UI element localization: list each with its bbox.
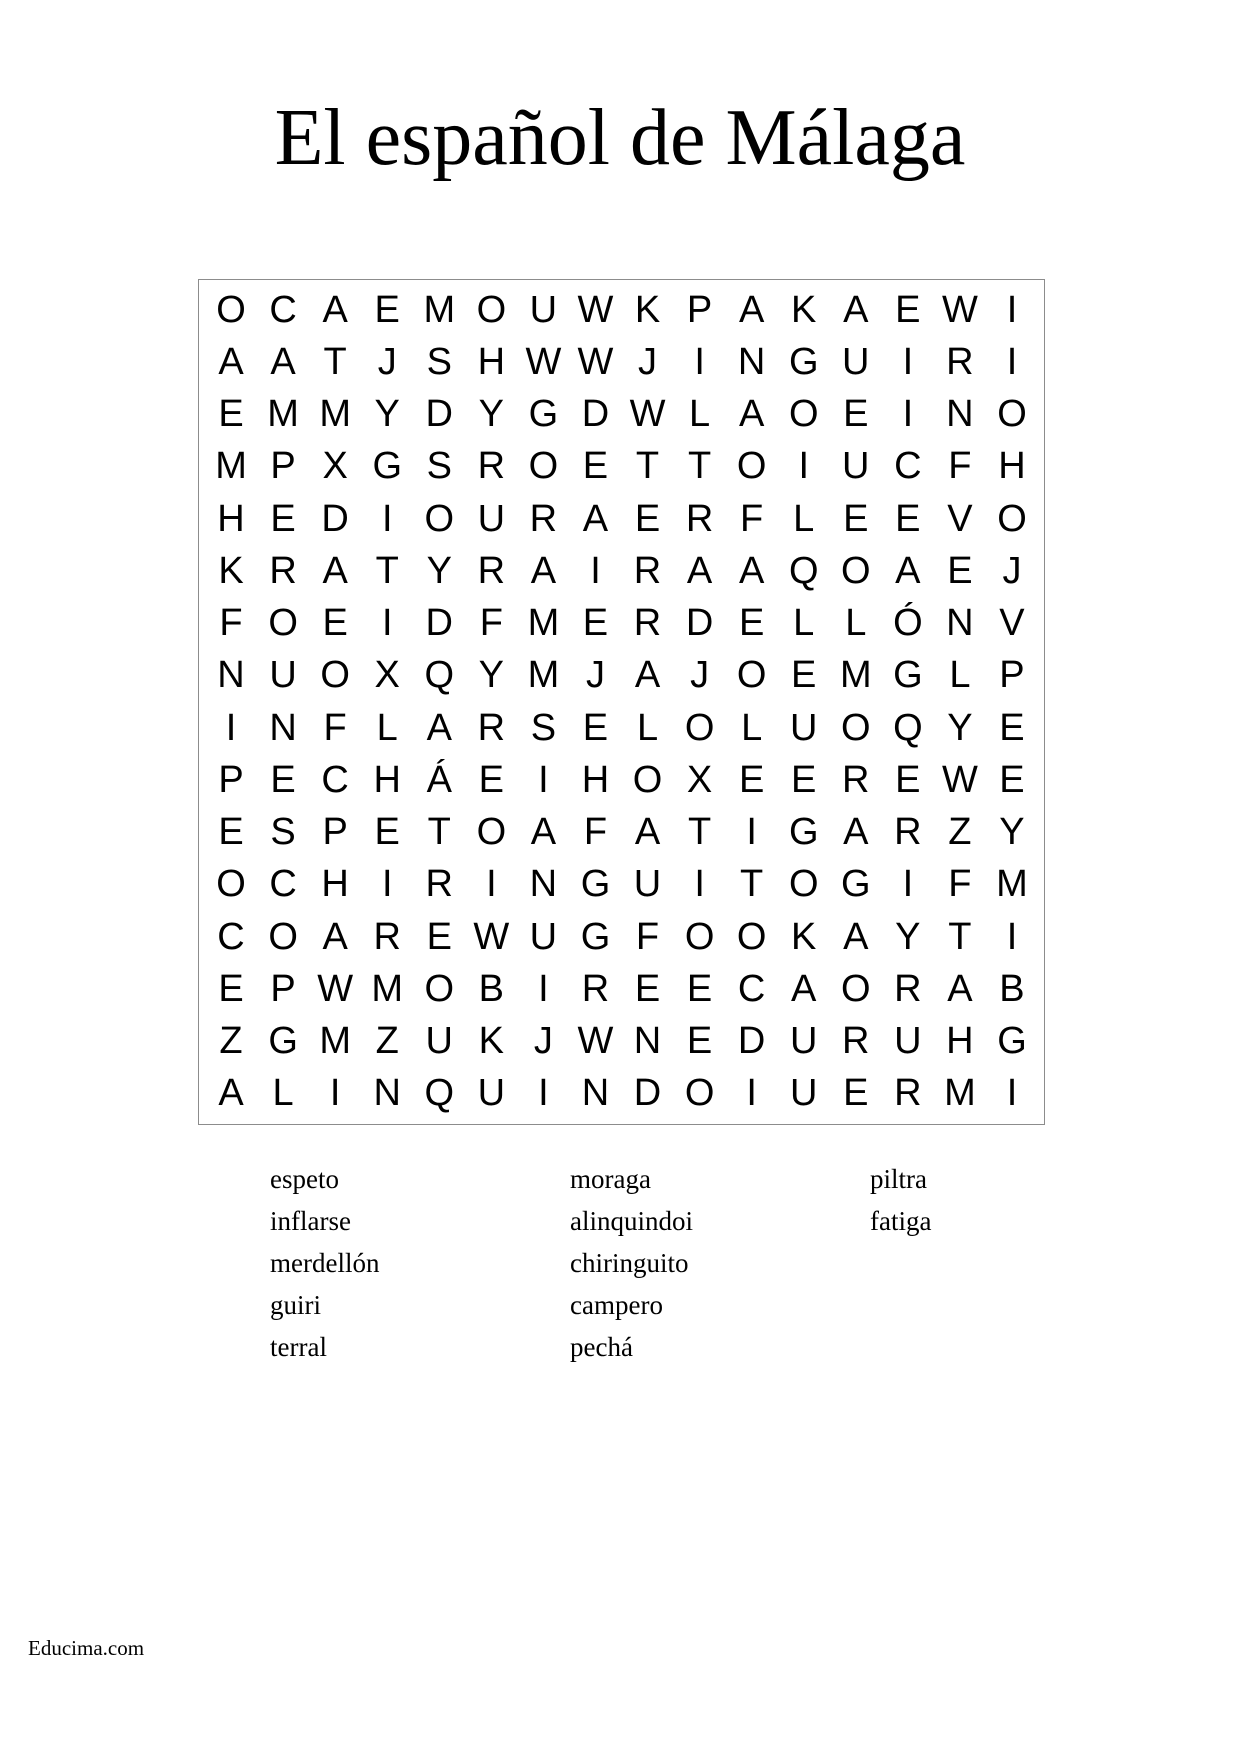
grid-letter: B <box>999 967 1025 1010</box>
grid-letter: Y <box>374 393 400 436</box>
grid-letter: E <box>791 654 817 697</box>
grid-letter: T <box>323 340 347 383</box>
grid-letter: Y <box>895 915 921 958</box>
grid-letter: P <box>218 758 244 801</box>
grid-letter: Á <box>426 758 452 801</box>
grid-letter: A <box>322 288 348 331</box>
grid-letter: E <box>947 549 973 592</box>
grid-letter: A <box>530 549 557 592</box>
grid-letter: W <box>629 393 666 436</box>
grid-letter: R <box>894 811 922 854</box>
grid-letter: C <box>269 863 297 906</box>
grid-letter: D <box>737 1020 766 1063</box>
grid-letter: I <box>225 706 237 749</box>
grid-letter: A <box>322 549 348 592</box>
grid-letter: O <box>476 811 507 854</box>
grid-letter: U <box>477 1072 506 1115</box>
grid-letter: H <box>217 497 245 540</box>
grid-letter: A <box>270 340 296 383</box>
grid-letter: R <box>373 915 401 958</box>
grid-letter: E <box>843 497 869 540</box>
grid-letter: O <box>216 863 246 906</box>
grid-letter: N <box>633 1020 662 1063</box>
grid-letter: Y <box>999 811 1025 854</box>
word-list <box>270 1158 1020 1368</box>
grid-letter: E <box>478 758 505 801</box>
grid-letter: K <box>478 1020 505 1063</box>
grid-letter: C <box>737 967 766 1010</box>
grid-letter: M <box>319 1020 351 1063</box>
grid-letter: O <box>997 393 1027 436</box>
word-list-item: fatiga <box>870 1206 932 1236</box>
grid-letter: E <box>374 811 400 854</box>
grid-letter: R <box>842 1020 870 1063</box>
grid-letter: W <box>525 340 562 383</box>
word-list-item: terral <box>270 1332 327 1362</box>
grid-letter: R <box>477 445 506 488</box>
grid-letter: K <box>791 288 817 331</box>
grid-letter: P <box>270 445 296 488</box>
grid-letter: J <box>690 654 710 697</box>
grid-letter: I <box>1006 1072 1018 1115</box>
grid-letter: U <box>842 445 870 488</box>
grid-letter: O <box>841 706 871 749</box>
grid-letter: A <box>634 811 661 854</box>
grid-letter: A <box>686 549 713 592</box>
grid-letter: I <box>1006 288 1018 331</box>
grid-letter: Y <box>478 654 505 697</box>
grid-letter: Q <box>424 654 455 697</box>
grid-letter: S <box>270 811 296 854</box>
grid-letter: O <box>841 967 871 1010</box>
grid-letter: S <box>530 706 557 749</box>
grid-letter: O <box>528 445 559 488</box>
grid-letter: H <box>998 445 1026 488</box>
grid-letter: C <box>894 445 922 488</box>
grid-letter: E <box>218 967 244 1010</box>
grid-letter: U <box>789 1020 818 1063</box>
grid-letter: I <box>694 863 705 906</box>
grid-letter: E <box>738 758 765 801</box>
grid-letter: M <box>267 393 299 436</box>
grid-letter: A <box>738 288 765 331</box>
grid-letter: I <box>381 863 393 906</box>
grid-letter: Q <box>788 549 819 592</box>
grid-letter: I <box>381 497 393 540</box>
grid-letter: E <box>686 967 713 1010</box>
grid-letter: A <box>843 288 869 331</box>
grid-letter: O <box>684 1072 715 1115</box>
word-list-item: merdellón <box>270 1248 380 1278</box>
grid-letter: P <box>322 811 348 854</box>
word-list-item: piltra <box>870 1164 927 1194</box>
grid-letter: L <box>949 654 971 697</box>
grid-letter: N <box>737 340 766 383</box>
grid-letter: M <box>371 967 404 1010</box>
grid-letter: M <box>319 393 351 436</box>
grid-letter: U <box>789 706 818 749</box>
grid-letter: G <box>580 863 611 906</box>
grid-letter: A <box>947 967 973 1010</box>
grid-letter: I <box>902 393 914 436</box>
grid-letter: K <box>634 288 661 331</box>
grid-letter: E <box>895 288 921 331</box>
grid-letter: P <box>686 288 713 331</box>
grid-letter: T <box>687 811 712 854</box>
grid-letter: E <box>843 1072 869 1115</box>
grid-letter: A <box>218 340 244 383</box>
grid-letter: N <box>946 602 974 645</box>
grid-letter: N <box>217 654 245 697</box>
grid-letter: I <box>538 758 549 801</box>
grid-letter: U <box>529 915 558 958</box>
grid-letter: J <box>638 340 658 383</box>
grid-letter: M <box>527 654 560 697</box>
grid-letter: U <box>842 340 870 383</box>
grid-letter: O <box>997 497 1027 540</box>
grid-letter: E <box>218 811 244 854</box>
grid-letter: F <box>635 915 660 958</box>
grid-letter: H <box>321 863 349 906</box>
grid-letter: L <box>741 706 763 749</box>
grid-letter: X <box>686 758 713 801</box>
grid-letter: H <box>373 758 401 801</box>
grid-letter: L <box>689 393 711 436</box>
grid-letter: X <box>322 445 348 488</box>
grid-letter: I <box>798 445 809 488</box>
grid-letter: R <box>633 549 662 592</box>
grid-letter: L <box>793 602 815 645</box>
grid-letter: D <box>321 497 349 540</box>
grid-letter: L <box>636 706 659 749</box>
grid-letter: H <box>581 758 610 801</box>
grid-letter: T <box>635 445 660 488</box>
grid-letter: E <box>582 706 609 749</box>
grid-letter: J <box>377 340 397 383</box>
grid-letter: G <box>372 445 402 488</box>
grid-letter: O <box>684 915 715 958</box>
grid-letter: R <box>581 967 610 1010</box>
word-list-item: chiringuito <box>570 1248 689 1278</box>
word-list-item: moraga <box>570 1164 651 1194</box>
grid-letter: I <box>694 340 705 383</box>
grid-letter: C <box>269 288 297 331</box>
grid-letter: V <box>947 497 973 540</box>
grid-letter: W <box>473 915 510 958</box>
word-list-item: espeto <box>270 1164 339 1194</box>
grid-letter: W <box>317 967 354 1010</box>
grid-letter: T <box>375 549 399 592</box>
grid-letter: K <box>791 915 817 958</box>
grid-letter: W <box>577 288 614 331</box>
grid-letter: G <box>528 393 559 436</box>
grid-letter: E <box>791 758 817 801</box>
grid-letter: E <box>738 602 765 645</box>
grid-letter: P <box>999 654 1025 697</box>
grid-letter: S <box>426 445 452 488</box>
grid-letter: Y <box>947 706 973 749</box>
grid-letter: A <box>582 497 609 540</box>
grid-letter: B <box>478 967 505 1010</box>
grid-letter: W <box>941 288 978 331</box>
grid-letter: I <box>329 1072 341 1115</box>
grid-letter: E <box>999 706 1025 749</box>
grid-letter: G <box>997 1020 1027 1063</box>
grid-letter: F <box>948 863 972 906</box>
grid-letter: A <box>791 967 817 1010</box>
grid-letter: W <box>941 758 978 801</box>
grid-letter: O <box>424 497 455 540</box>
grid-letter: D <box>685 602 714 645</box>
grid-letter: I <box>486 863 497 906</box>
grid-letter: N <box>529 863 558 906</box>
grid-letter: G <box>841 863 871 906</box>
grid-letter: T <box>687 445 712 488</box>
grid-letter: O <box>320 654 350 697</box>
grid-letter: R <box>633 602 662 645</box>
grid-letter: I <box>538 967 549 1010</box>
grid-letter: R <box>529 497 558 540</box>
grid-letter: U <box>425 1020 453 1063</box>
grid-letter: L <box>793 497 815 540</box>
grid-letter: O <box>632 758 663 801</box>
grid-letter: G <box>788 811 819 854</box>
grid-letter: F <box>948 445 972 488</box>
grid-letter: X <box>374 654 400 697</box>
page-title: El español de Málaga <box>274 94 966 182</box>
grid-letter: N <box>581 1072 610 1115</box>
grid-letter: A <box>426 706 452 749</box>
grid-letter: G <box>788 340 819 383</box>
grid-letter: O <box>736 445 767 488</box>
grid-letter: E <box>270 758 296 801</box>
grid-letter: A <box>843 915 869 958</box>
grid-letter: M <box>839 654 872 697</box>
grid-letter: R <box>477 549 506 592</box>
grid-letter: J <box>585 654 605 697</box>
grid-letter: M <box>527 602 560 645</box>
grid-letter: I <box>746 1072 757 1115</box>
grid-letter: I <box>381 602 393 645</box>
grid-letter: O <box>736 915 767 958</box>
grid-letter: T <box>948 915 972 958</box>
grid-letter: M <box>215 445 247 488</box>
grid-letter: E <box>895 758 921 801</box>
grid-letter: N <box>269 706 297 749</box>
grid-letter: M <box>996 863 1028 906</box>
grid-letter: S <box>426 340 452 383</box>
grid-letter: O <box>424 967 455 1010</box>
word-list-item: alinquindoi <box>570 1206 693 1236</box>
grid-letter: E <box>322 602 348 645</box>
grid-letter: U <box>894 1020 922 1063</box>
grid-letter: E <box>270 497 296 540</box>
grid-letter: U <box>529 288 558 331</box>
grid-letter: Y <box>478 393 505 436</box>
grid-letter: E <box>686 1020 713 1063</box>
grid-letter: Q <box>424 1072 455 1115</box>
grid-letter: A <box>895 549 921 592</box>
grid-letter: R <box>477 706 506 749</box>
grid-letter: H <box>946 1020 974 1063</box>
grid-letter: Z <box>219 1020 243 1063</box>
grid-letter: N <box>946 393 974 436</box>
grid-letter: R <box>946 340 974 383</box>
grid-letter: Z <box>948 811 972 854</box>
grid-letter: U <box>269 654 297 697</box>
grid-letter: T <box>740 863 764 906</box>
grid-letter: E <box>634 967 661 1010</box>
grid-letter: L <box>845 602 867 645</box>
grid-letter: D <box>581 393 610 436</box>
grid-letter: N <box>373 1072 401 1115</box>
grid-letter: T <box>427 811 451 854</box>
grid-letter: H <box>477 340 506 383</box>
grid-letter: Ó <box>893 602 923 645</box>
grid-letter: I <box>1006 340 1018 383</box>
grid-letter: W <box>577 1020 614 1063</box>
grid-letter: R <box>685 497 714 540</box>
word-list-item: guiri <box>270 1290 321 1320</box>
grid-letter: G <box>268 1020 298 1063</box>
grid-letter: R <box>894 967 922 1010</box>
grid-letter: E <box>426 915 452 958</box>
grid-letter: W <box>577 340 614 383</box>
grid-letter: F <box>740 497 764 540</box>
grid-letter: M <box>423 288 456 331</box>
grid-letter: O <box>684 706 715 749</box>
grid-letter: D <box>425 393 453 436</box>
grid-letter: A <box>738 549 765 592</box>
grid-letter: M <box>944 1072 976 1115</box>
grid-letter: C <box>217 915 245 958</box>
grid-letter: F <box>479 602 503 645</box>
grid-letter: A <box>843 811 869 854</box>
grid-letter: A <box>738 393 765 436</box>
footer-credit: Educima.com <box>28 1636 145 1660</box>
grid-letter: Z <box>375 1020 399 1063</box>
grid-letter: J <box>533 1020 553 1063</box>
word-list-item: pechá <box>570 1332 633 1362</box>
grid-letter: F <box>583 811 608 854</box>
grid-letter: A <box>530 811 557 854</box>
grid-letter: O <box>216 288 246 331</box>
grid-letter: R <box>894 1072 922 1115</box>
grid-letter: Q <box>893 706 923 749</box>
grid-letter: L <box>376 706 398 749</box>
grid-letter: E <box>582 602 609 645</box>
grid-letter: D <box>425 602 453 645</box>
grid-letter: Y <box>426 549 452 592</box>
grid-letter: O <box>268 602 298 645</box>
grid-letter: D <box>633 1072 662 1115</box>
grid-letter: U <box>633 863 662 906</box>
grid-letter: O <box>476 288 507 331</box>
grid-letter: L <box>272 1072 294 1115</box>
grid-letter: I <box>746 811 757 854</box>
grid-letter: E <box>582 445 609 488</box>
word-list-item: inflarse <box>270 1206 351 1236</box>
grid-letter: K <box>218 549 244 592</box>
grid-letter: A <box>634 654 661 697</box>
grid-letter: C <box>321 758 349 801</box>
grid-letter: O <box>841 549 871 592</box>
grid-letter: E <box>218 393 244 436</box>
grid-letter: O <box>788 393 819 436</box>
grid-letter: J <box>1002 549 1022 592</box>
grid-letter: R <box>269 549 297 592</box>
grid-letter: I <box>590 549 601 592</box>
grid-letter: E <box>999 758 1025 801</box>
grid-letter: E <box>374 288 400 331</box>
grid-letter: P <box>270 967 296 1010</box>
grid-letter: O <box>736 654 767 697</box>
grid-letter: U <box>477 497 506 540</box>
grid-letter: O <box>268 915 298 958</box>
grid-letter: I <box>902 863 914 906</box>
grid-letter: I <box>538 1072 549 1115</box>
grid-letter: F <box>219 602 243 645</box>
grid-letter: R <box>842 758 870 801</box>
grid-letter: F <box>323 706 347 749</box>
grid-letter: E <box>895 497 921 540</box>
grid-letter: A <box>218 1072 244 1115</box>
grid-letter: E <box>634 497 661 540</box>
grid-letter: A <box>322 915 348 958</box>
grid-letter: V <box>999 602 1025 645</box>
word-list-item: campero <box>570 1290 663 1320</box>
grid-letter: G <box>580 915 611 958</box>
grid-letter: E <box>843 393 869 436</box>
grid-letter: O <box>788 863 819 906</box>
word-search-grid <box>198 279 1045 1125</box>
grid-letter: U <box>789 1072 818 1115</box>
grid-letter: I <box>1006 915 1018 958</box>
grid-letter: I <box>902 340 914 383</box>
grid-letter: R <box>425 863 453 906</box>
grid-letter: G <box>893 654 923 697</box>
